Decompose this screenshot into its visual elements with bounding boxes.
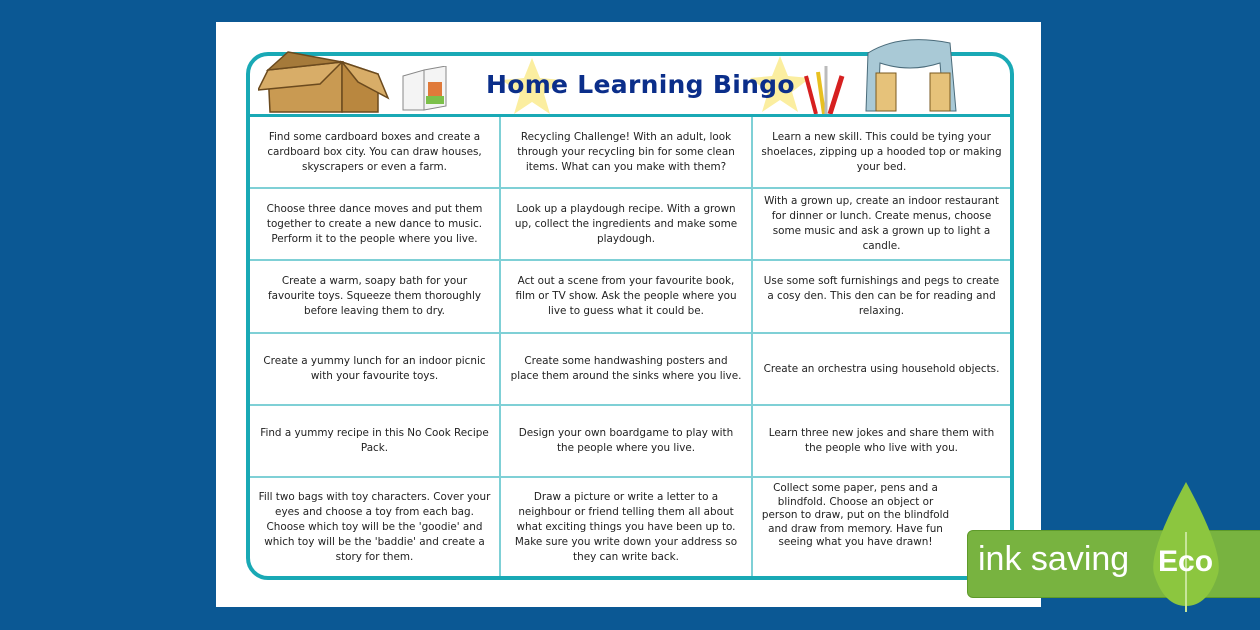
bingo-cell: With a grown up, create an indoor restaurant for dinner or lunch. Create menus, choose some music and ask a grown up to light a candle. — [753, 189, 1010, 261]
page-title: Home Learning Bingo — [486, 70, 795, 99]
pencils-icon — [800, 64, 848, 114]
bingo-cell: Recycling Challenge! With an adult, look through your recycling bin for some clean items. What can you make with them? — [501, 117, 753, 189]
bingo-cell: Use some soft furnishings and pegs to create a cosy den. This den can be for reading and relaxing. — [753, 261, 1010, 334]
bingo-cell: Design your own boardgame to play with the people where you live. — [501, 406, 753, 478]
bingo-cell: Learn a new skill. This could be tying your shoelaces, zipping up a hooded top or making your bed. — [753, 117, 1010, 189]
bingo-cell: Create an orchestra using household objects. — [753, 334, 1010, 406]
bingo-cell: Learn three new jokes and share them with the people who live with you. — [753, 406, 1010, 478]
bingo-cell: Look up a playdough recipe. With a grown up, collect the ingredients and make some playdough. — [501, 189, 753, 261]
bingo-grid — [250, 117, 1010, 576]
cardboard-box-icon — [258, 48, 390, 114]
bingo-cell: Collect some paper, pens and a blindfold. Choose an object or person to draw, put on the blindfold and draw from memory. Have fun seeing what you have drawn! — [761, 482, 950, 548]
bingo-cell: Fill two bags with toy characters. Cover your eyes and choose a toy from each bag. Choose which toy will be the 'goodie' and which toy will be the 'baddie' and create a story for them. — [250, 478, 501, 576]
bingo-cell: Draw a picture or write a letter to a neighbour or friend telling them all about what exciting things you have been up to. Make sure you write down your address so they can write back. — [501, 478, 753, 576]
bingo-cell: Act out a scene from your favourite book, film or TV show. Ask the people where you live to guess what it could be. — [501, 261, 753, 334]
bingo-cell: Find some cardboard boxes and create a cardboard box city. You can draw houses, skyscrapers or even a farm. — [250, 117, 501, 189]
bingo-cell: Find a yummy recipe in this No Cook Recipe Pack. — [250, 406, 501, 478]
book-icon — [400, 66, 450, 112]
bingo-cell: Create a warm, soapy bath for your favourite toys. Squeeze them thoroughly before leaving them to dry. — [250, 261, 501, 334]
bingo-cell: Create a yummy lunch for an indoor picnic with your favourite toys. — [250, 334, 501, 406]
eco-label: Eco — [1158, 545, 1214, 578]
ink-saving-label: ink saving — [978, 540, 1130, 578]
bingo-board — [246, 52, 1014, 580]
bingo-cell: Create some handwashing posters and place them around the sinks where you live. — [501, 334, 753, 406]
bingo-cell: Choose three dance moves and put them together to create a new dance to music. Perform it to the people where you live. — [250, 189, 501, 261]
den-icon — [860, 33, 960, 113]
